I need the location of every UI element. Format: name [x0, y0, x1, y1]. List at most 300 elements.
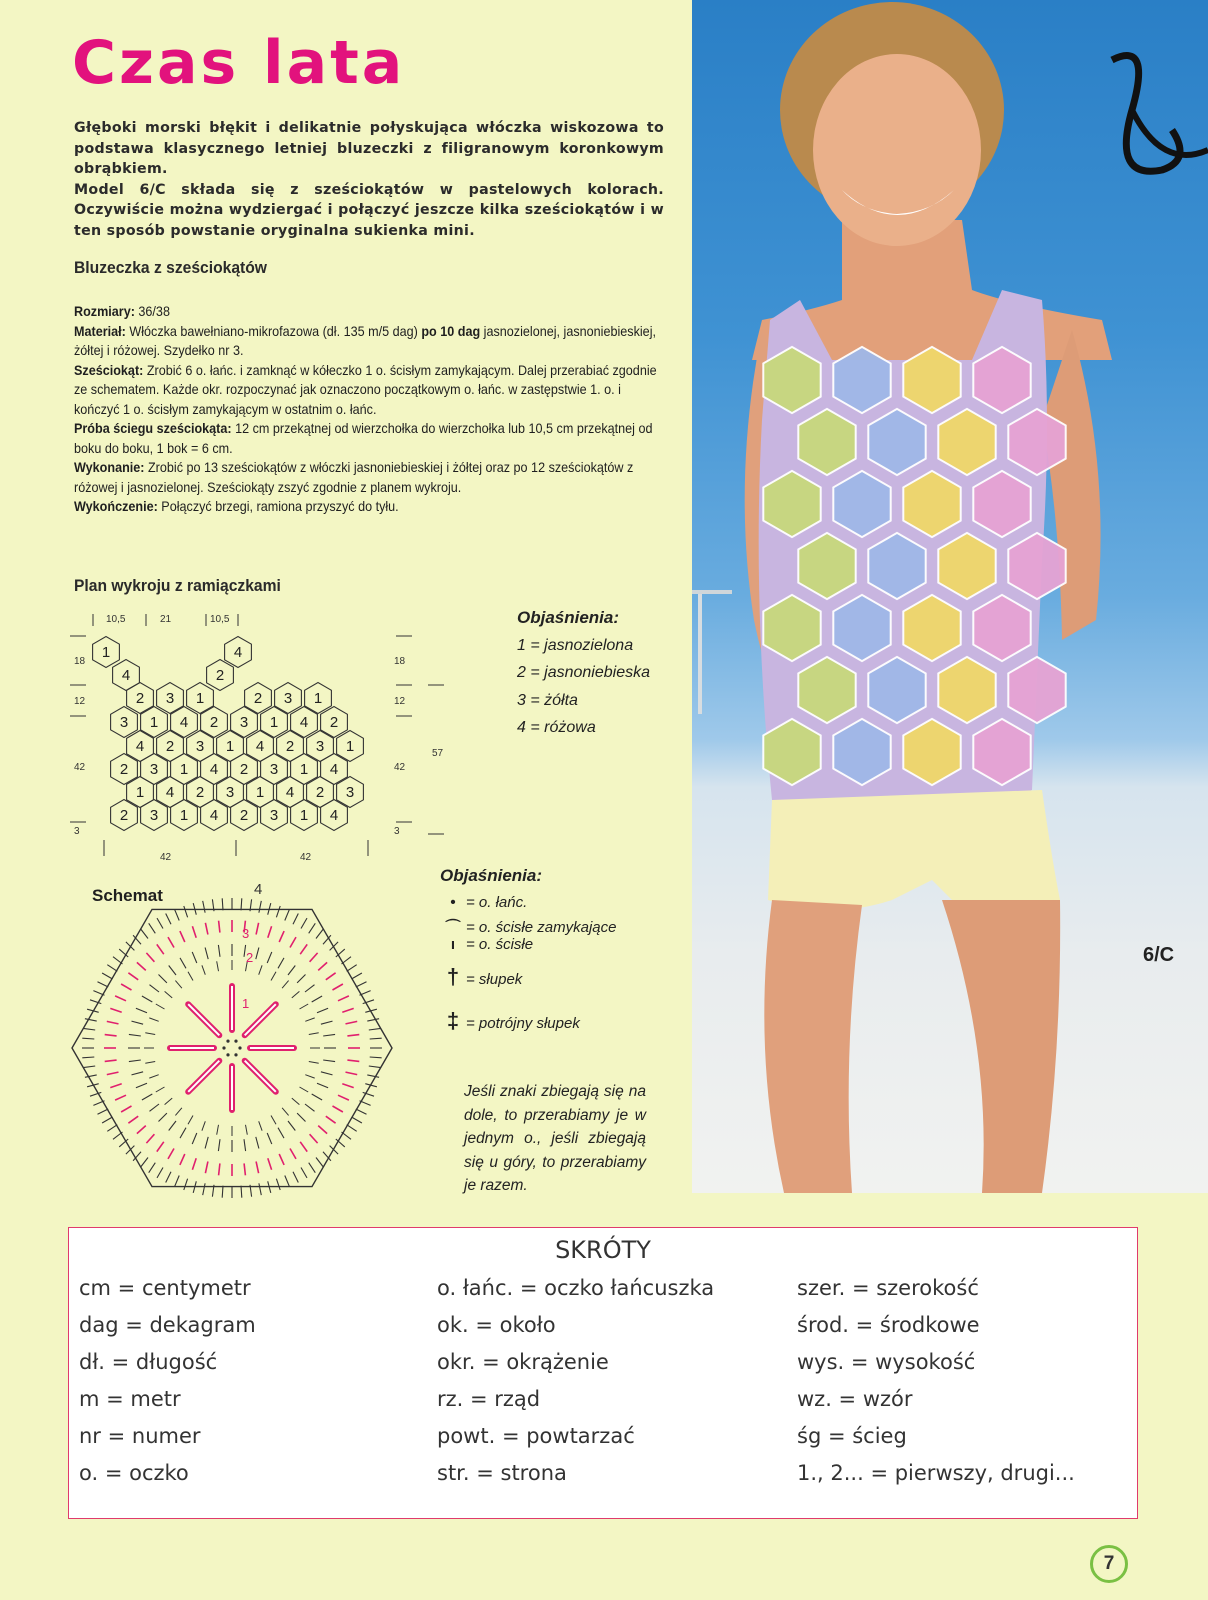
schema-stitch-tick: [276, 906, 280, 917]
schema-stitch-tick: [157, 918, 163, 928]
plan-hexagon-number: 1: [269, 714, 279, 731]
schema-stitch-tick: [318, 1126, 327, 1134]
intro-paragraph-1: Głęboki morski błękit i delikatnie połyskująca włóczka wiskozowa to podstawa klasycznego letniej bluzeczki z filigranowym koronkowym obrąbkiem.: [74, 120, 664, 177]
legend-treble-crochet: [440, 1008, 580, 1034]
schema-stitch-tick: [145, 1062, 155, 1064]
schema-stitch-tick: [107, 1125, 117, 1132]
plan-hexagon-number: 1: [101, 644, 111, 661]
schema-stitch-tick: [110, 1084, 121, 1088]
schema-stitch-tick: [145, 1033, 155, 1035]
schema-stitch-tick: [146, 1134, 154, 1143]
spec-material-label: Materiał:: [74, 322, 126, 339]
plan-hexagon-number: 1: [179, 807, 189, 824]
schema-stitch-tick: [203, 1183, 205, 1195]
spec-sizes-value: 36/38: [138, 303, 170, 319]
schema-stitch-tick: [217, 1125, 219, 1135]
plan-hexagon-number: 2: [285, 738, 295, 755]
schema-stitch-tick: [370, 1057, 382, 1058]
plan-dim-right-3: 42: [394, 762, 406, 773]
schema-stitch-tick: [85, 1075, 97, 1077]
schema-center-chain: [234, 1053, 237, 1056]
schema-stitch-tick: [110, 1008, 121, 1012]
schema-stitch-tick: [142, 1094, 152, 1100]
schema-stitch-tick: [305, 1018, 314, 1021]
color-legend-title: Objaśnienia:: [517, 608, 620, 627]
schema-stitch-tick: [356, 982, 367, 987]
schema-stitch-tick: [168, 937, 174, 947]
schema-stitch-tick: [157, 1168, 163, 1178]
schema-stitch-tick: [202, 965, 205, 974]
schema-stitch-tick: [268, 1158, 272, 1169]
stitch-note: Jeśli znaki zbiegają się na dole, to przerabiamy je w jednym o., jeśli zbiegają się u góry, to przerabiamy je razem.: [464, 1083, 646, 1194]
schema-stitch-tick: [347, 1125, 357, 1132]
schema-stitch-tick: [137, 962, 146, 970]
schema-stitch-tick: [347, 965, 357, 972]
schema-stitch-tick: [157, 944, 164, 954]
schema-stitch-tick: [157, 1142, 164, 1152]
schema-stitch-tick: [278, 1128, 284, 1138]
symbol-legend-title: Objaśnienia:: [440, 866, 543, 885]
plan-hexagon-number: 2: [215, 667, 225, 684]
schema-stitch-tick: [244, 1139, 246, 1151]
schema-stitch-tick: [342, 957, 352, 964]
schema-stitch-tick: [338, 1095, 349, 1100]
abbreviations-col-2: [437, 1270, 714, 1492]
schema-stitch-tick: [165, 1098, 173, 1105]
intro-text: [74, 118, 664, 241]
abbr-item: o. łańc. = oczko łańcuszka: [437, 1276, 715, 1300]
schema-stitch-tick: [369, 1028, 381, 1030]
schema-stitch-tick: [309, 1033, 319, 1035]
legend-chain-stitch: [440, 894, 527, 911]
schema-stitch-tick: [83, 1028, 95, 1030]
plan-dim-left-4: 3: [74, 826, 80, 837]
schema-stitch-tick: [142, 996, 152, 1002]
hexagon-crochet-schema: [64, 880, 404, 1210]
schema-stitch-tick: [309, 1163, 316, 1173]
plan-hexagon-number: 1: [179, 761, 189, 778]
schema-stitch-tick: [300, 1087, 309, 1092]
legend-single-crochet: [440, 936, 533, 953]
schema-center-chain: [222, 1046, 225, 1049]
schema-stitch-tick: [102, 973, 112, 979]
schema-stitch-tick: [150, 985, 160, 992]
legend-chain-stitch-label: = o. łańc.: [466, 894, 528, 911]
abbr-item: dł. = długość: [79, 1350, 218, 1374]
schema-stitch-tick: [180, 958, 186, 968]
schema-stitch-tick: [276, 1179, 280, 1190]
schema-stitch-tick: [102, 1117, 112, 1123]
schema-round-1: 1: [242, 996, 250, 1011]
abbreviations-box: [68, 1227, 1138, 1519]
schema-stitch-tick: [259, 965, 262, 974]
schema-stitch-tick: [184, 1179, 188, 1190]
plan-hexagon-number: 1: [299, 807, 309, 824]
plan-hexagon-number: 4: [209, 761, 219, 778]
plan-hexagon-number: 3: [269, 807, 279, 824]
schema-stitch-tick: [326, 973, 336, 980]
schema-stitch-tick: [156, 1004, 165, 1009]
schema-stitch-tick: [121, 1106, 131, 1112]
section-title: Bluzeczka z sześciokątów: [74, 258, 267, 277]
schema-stitch-tick: [342, 1084, 353, 1088]
schema-stitch-tick: [82, 1038, 94, 1039]
schema-stitch-tick: [184, 906, 188, 917]
schema-stitch-tick: [175, 909, 180, 920]
abbr-item: śg = ścieg: [797, 1424, 907, 1448]
schema-stitch-tick: [107, 1072, 119, 1075]
schema-stitch-tick: [218, 1139, 220, 1151]
schema-stitch-tick: [192, 926, 196, 937]
color-legend-item-2: 2 = jasnoniebieska: [517, 664, 650, 681]
plan-dim-right-4: 3: [394, 826, 400, 837]
schema-stitch-tick: [192, 952, 197, 963]
schema-stitch-tick: [128, 973, 138, 980]
schema-stitch-tick: [188, 972, 193, 981]
plan-hexagon-number: 3: [195, 738, 205, 755]
slip-stitch-icon: ⌒: [445, 919, 461, 936]
schema-stitch-tick: [259, 1183, 261, 1195]
schema-petal-highlight: [188, 1004, 219, 1035]
schema-stitch-tick: [290, 1149, 296, 1159]
schema-stitch-tick: [217, 961, 219, 971]
schema-stitch-tick: [278, 958, 284, 968]
schema-stitch-tick: [367, 1075, 379, 1077]
plan-hexagon-number: 1: [149, 714, 159, 731]
schema-stitch-tick: [115, 1095, 126, 1100]
abbr-item: szer. = szerokość: [797, 1276, 979, 1300]
plan-dim-top-2: 21: [160, 614, 172, 625]
schema-stitch-tick: [241, 1186, 242, 1198]
schema-stitch-tick: [166, 914, 171, 925]
schema-stitch-tick: [169, 1121, 176, 1131]
page-title: Czas lata: [72, 28, 406, 98]
plan-hexagon-number: 2: [239, 761, 249, 778]
plan-hexagon-number: 2: [329, 714, 339, 731]
plan-hexagon-number: 3: [149, 807, 159, 824]
model-photo-illustration: [692, 0, 1208, 1193]
schema-stitch-tick: [256, 948, 259, 960]
color-legend-item-1: 1 = jasnozielona: [517, 636, 634, 654]
schema-stitch-tick: [279, 1154, 284, 1165]
plan-hexagon-number: 4: [255, 738, 265, 755]
schema-stitch-tick: [137, 1126, 146, 1134]
spec-material: [74, 322, 659, 361]
plan-hexagon-number: 4: [209, 807, 219, 824]
single-crochet-icon: ı: [450, 936, 456, 953]
abbr-item: wys. = wysokość: [797, 1350, 976, 1374]
schema-stitch-tick: [219, 921, 220, 933]
schema-stitch-tick: [149, 923, 156, 933]
schema-stitch-tick: [347, 1035, 359, 1036]
schema-stitch-tick: [205, 923, 208, 935]
schema-stitch-tick: [271, 972, 276, 981]
schema-stitch-tick: [85, 1019, 97, 1021]
schema-stitch-tick: [300, 1142, 307, 1152]
schema-stitch-tick: [300, 944, 307, 954]
schema-stitch-tick: [205, 1162, 208, 1174]
schema-stitch-tick: [367, 1019, 379, 1021]
schema-stitch-tick: [297, 975, 305, 983]
plan-hexagon-number: 4: [135, 738, 145, 755]
spec-gauge-label: Próba ściegu sześciokąta:: [74, 420, 232, 436]
schema-stitch-tick: [180, 931, 185, 942]
schema-stitch-tick: [175, 981, 182, 989]
schema-stitch-tick: [244, 1163, 245, 1175]
legend-double-crochet: [440, 964, 522, 990]
abbr-item: m = metr: [79, 1387, 181, 1411]
schema-center-chain: [226, 1053, 229, 1056]
schema-stitch-tick: [301, 918, 307, 928]
plan-hexagon-number: 2: [253, 690, 263, 707]
schema-stitch-tick: [132, 1072, 144, 1075]
schema-stitch-tick: [323, 1034, 335, 1036]
schema-stitch-tick: [192, 1133, 197, 1144]
plan-hexagon-number: 4: [329, 807, 339, 824]
abbreviations-col-3: [797, 1270, 1075, 1492]
pattern-specs: [74, 302, 659, 517]
model-code: 6/C: [1143, 944, 1175, 966]
plan-hexagon-number: 3: [345, 784, 355, 801]
spec-work: [74, 458, 659, 497]
plan-hexagon-number: 3: [149, 761, 159, 778]
spec-finish-label: Wykończenie:: [74, 498, 158, 514]
plan-hexagon-number: 2: [135, 690, 145, 707]
plan-dim-right-1: 18: [394, 656, 406, 667]
treble-crochet-icon: ‡: [446, 1008, 460, 1033]
schema-stitch-tick: [132, 1021, 144, 1024]
plan-hexagon-number: 2: [119, 807, 129, 824]
schema-stitch-tick: [218, 945, 220, 957]
schema-round-2: 2: [246, 950, 254, 965]
schema-stitch-tick: [222, 1186, 223, 1198]
spec-work-label: Wykonanie:: [74, 459, 145, 475]
plan-hexagon-number: 3: [239, 714, 249, 731]
schema-center-chain: [226, 1040, 229, 1043]
plan-hexagon-number: 2: [119, 761, 129, 778]
double-crochet-icon: †: [446, 964, 460, 989]
schema-stitch-tick: [321, 1021, 333, 1024]
schema-stitch-tick: [316, 929, 323, 939]
plan-hexagon-number: 4: [285, 784, 295, 801]
schema-stitch-tick: [156, 1087, 165, 1092]
schema-stitch-tick: [370, 1038, 382, 1039]
schema-label: Schemat: [92, 886, 163, 905]
plan-hexagon-number: 2: [195, 784, 205, 801]
schema-stitch-tick: [175, 1176, 180, 1187]
abbr-item: nr = numer: [79, 1424, 201, 1448]
schema-stitch-tick: [267, 952, 272, 963]
schema-stitch-tick: [150, 1104, 160, 1111]
schema-stitch-tick: [317, 1083, 328, 1088]
plan-dim-top-1: 10,5: [106, 614, 126, 625]
schema-stitch-tick: [82, 1057, 94, 1058]
abbr-item: dag = dekagram: [79, 1313, 256, 1337]
abbr-item: rz. = rząd: [437, 1387, 541, 1411]
abbr-item: str. = strona: [437, 1461, 567, 1485]
spec-finish-value: Połączyć brzegi, ramiona przyszyć do tyłu.: [161, 498, 399, 514]
schema-stitch-tick: [285, 1176, 290, 1187]
abbr-item: o. = oczko: [79, 1461, 189, 1485]
schema-stitch-tick: [318, 962, 327, 970]
schema-center-chain: [238, 1046, 241, 1049]
schema-stitch-tick: [300, 1004, 309, 1009]
schema-stitch-tick: [309, 1062, 319, 1064]
spec-material-colors: jasnozielonej, jasnoniebieskiej, żółtej i różowej. Szydełko nr 3.: [74, 322, 657, 358]
schema-stitch-tick: [356, 1109, 367, 1114]
schema-stitch-tick: [309, 923, 316, 933]
schema-stitch-tick: [149, 1018, 158, 1021]
schema-stitch-tick: [310, 1134, 318, 1143]
legend-treble-crochet-label: = potrójny słupek: [466, 1015, 580, 1032]
plan-hexagon-number: 1: [135, 784, 145, 801]
plan-dim-bottom-2: 42: [300, 852, 312, 863]
spec-hexagon-value: Zrobić 6 o. łańc. i zamknąć w kółeczko 1 o. ścisłym zamykającym. Dalej przerabiać zgodnie ze schematem. Każde okr. rozpoczynać jak oznaczono początkowym o. łańc. w zastępstwie 1. o. i kończyć 1 o. ścisłym zamykającym w ostatnim o. łańc.: [74, 361, 657, 417]
plan-hexagon-number: 3: [269, 761, 279, 778]
schema-petal-highlight: [188, 1061, 219, 1092]
spec-gauge-value: 12 cm przekątnej od wierzchołka do wierzchołka lub 10,5 cm przekątnej od boku do boku, 1 bok = 6 cm.: [74, 420, 653, 456]
plan-title: Plan wykroju z ramiączkami: [74, 576, 281, 595]
schema-stitch-tick: [285, 909, 290, 920]
plan-hexagon-number: 1: [255, 784, 265, 801]
legend-single-crochet-label: = o. ścisłe: [466, 936, 534, 953]
schema-stitch-tick: [290, 937, 296, 947]
schema-stitch-tick: [149, 1163, 156, 1173]
schema-stitch-tick: [136, 1008, 147, 1013]
spec-material-amount: po 10 dag: [421, 322, 481, 339]
spec-sizes-label: Rozmiary:: [74, 303, 135, 319]
schema-stitch-tick: [256, 1162, 259, 1174]
plan-hexagon-number: 4: [121, 667, 131, 684]
schema-stitch-tick: [192, 1158, 196, 1169]
schema-stitch-tick: [113, 957, 123, 964]
schema-stitch-tick: [268, 926, 272, 937]
plan-hexagon-number: 2: [209, 714, 219, 731]
schema-stitch-tick: [205, 948, 208, 960]
schema-stitch-tick: [141, 1158, 148, 1168]
schema-stitch-tick: [360, 1101, 371, 1106]
plan-dim-total: 57: [432, 748, 444, 759]
schema-stitch-tick: [98, 1109, 109, 1114]
schema-stitch-tick: [352, 1117, 362, 1123]
schema-stitch-tick: [346, 1021, 358, 1024]
schema-stitch-tick: [98, 982, 109, 987]
schema-stitch-tick: [333, 1106, 343, 1112]
plan-hexagon-number: 4: [329, 761, 339, 778]
plan-dim-right-2: 12: [394, 696, 406, 707]
schema-stitch-tick: [312, 1094, 322, 1100]
legend-double-crochet-label: = słupek: [466, 971, 523, 988]
schema-stitch-tick: [128, 1116, 138, 1123]
schema-stitch-tick: [168, 1149, 174, 1159]
schema-stitch-tick: [93, 1101, 104, 1106]
schema-stitch-tick: [136, 1083, 147, 1088]
page-number: 7: [1090, 1545, 1128, 1583]
schema-stitch-tick: [222, 898, 223, 910]
schema-stitch-tick: [305, 985, 315, 992]
schema-stitch-tick: [169, 966, 176, 976]
pattern-plan-diagram: [62, 612, 522, 882]
schema-stitch-tick: [175, 1108, 182, 1116]
schema-stitch-tick: [288, 966, 295, 976]
plan-hexagon-number: 3: [165, 690, 175, 707]
plan-hexagon-number: 4: [165, 784, 175, 801]
schema-stitch-tick: [316, 1158, 323, 1168]
plan-hexagon-number: 4: [299, 714, 309, 731]
schema-stitch-tick: [105, 1060, 117, 1061]
spec-sizes: [74, 302, 659, 322]
schema-stitch-tick: [292, 991, 300, 998]
color-legend: [517, 604, 650, 742]
schema-stitch-tick: [288, 1121, 295, 1131]
schema-stitch-tick: [321, 1072, 333, 1075]
schema-stitch-tick: [115, 996, 126, 1001]
schema-stitch-tick: [352, 973, 362, 979]
plan-hexagon-number: 4: [179, 714, 189, 731]
plan-dim-top-3: 10,5: [210, 614, 230, 625]
schema-stitch-tick: [282, 981, 289, 989]
spec-material-value: Włóczka bawełniano-mikrofazowa (dł. 135 m/5 dag): [129, 322, 418, 339]
plan-hexagon-number: 2: [239, 807, 249, 824]
schema-stitch-tick: [326, 1116, 336, 1123]
schema-stitch-tick: [107, 965, 117, 972]
schema-stitch-tick: [317, 1008, 328, 1013]
schema-petal-highlight: [245, 1061, 276, 1092]
color-legend-item-3: 3 = żółta: [517, 691, 578, 709]
schema-round-4: 4: [254, 881, 263, 898]
spec-gauge: [74, 419, 659, 458]
schema-stitch-tick: [188, 1116, 193, 1125]
schema-stitch-tick: [166, 1172, 171, 1183]
plan-hexagon-number: 1: [299, 761, 309, 778]
plan-hexagon-number: 2: [315, 784, 325, 801]
schema-stitch-tick: [360, 991, 371, 996]
schema-stitch-tick: [129, 1034, 141, 1036]
schema-stitch-tick: [297, 1113, 305, 1121]
schema-stitch-tick: [159, 975, 167, 983]
schema-stitch-tick: [129, 1060, 141, 1062]
schema-stitch-tick: [203, 901, 205, 913]
schema-stitch-tick: [342, 1008, 353, 1012]
chain-stitch-icon: •: [450, 894, 456, 911]
schema-stitch-tick: [241, 898, 242, 910]
color-legend-item-4: 4 = różowa: [517, 719, 596, 736]
plan-hexagon-number: 3: [225, 784, 235, 801]
plan-hexagon-number: 1: [345, 738, 355, 755]
schema-stitch-tick: [271, 1116, 276, 1125]
abbr-item: 1., 2... = pierwszy, drugi...: [797, 1461, 1075, 1485]
schema-stitch-tick: [246, 1125, 248, 1135]
plan-dim-left-2: 12: [74, 696, 86, 707]
schema-stitch-tick: [338, 996, 349, 1001]
schema-stitch-tick: [293, 1172, 298, 1183]
legend-slip-stitch-label: = o. ścisłe zamykające: [466, 919, 617, 936]
schema-stitch-tick: [323, 1060, 335, 1062]
schema-stitch-tick: [282, 1108, 289, 1116]
schema-stitch-tick: [301, 1168, 307, 1178]
plan-hexagon-number: 1: [313, 690, 323, 707]
plan-hexagon-number: 3: [119, 714, 129, 731]
schema-stitch-tick: [305, 1104, 315, 1111]
schema-stitch-tick: [369, 1066, 381, 1068]
schema-stitch-tick: [165, 991, 173, 998]
schema-stitch-tick: [292, 1098, 300, 1105]
plan-dim-left-1: 18: [74, 656, 86, 667]
schema-stitch-tick: [141, 929, 148, 939]
symbol-legend: [440, 866, 660, 1033]
schema-stitch-tick: [259, 901, 261, 913]
schema-stitch-tick: [219, 1163, 220, 1175]
